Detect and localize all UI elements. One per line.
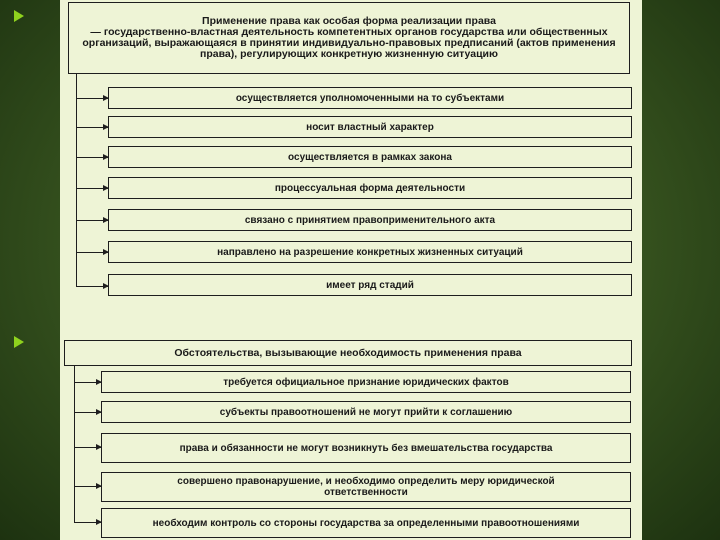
block1-item: направлено на разрешение конкретных жизненных ситуаций <box>108 241 632 263</box>
slide-bullet-top <box>14 10 24 22</box>
slide-bullet-bottom <box>14 336 24 348</box>
block2-header <box>64 340 632 366</box>
block1-arrow <box>76 252 108 253</box>
block2-item: необходим контроль со стороны государства за определенными правоотношениями <box>101 508 631 538</box>
block1-spine <box>76 74 77 287</box>
block2-item: требуется официальное признание юридических фактов <box>101 371 631 393</box>
block1-arrow <box>76 220 108 221</box>
block2-arrow <box>74 412 101 413</box>
block2-item: совершено правонарушение, и необходимо определить меру юридической ответственности <box>101 472 631 502</box>
block1-title: Применение права как особая форма реализации права <box>202 15 496 27</box>
block2-arrow <box>74 522 101 523</box>
block1-arrow <box>76 286 108 287</box>
block1-arrow <box>76 127 108 128</box>
block1-item: процессуальная форма деятельности <box>108 177 632 199</box>
block2-arrow <box>74 382 101 383</box>
block2-spine <box>74 366 75 522</box>
block1-item: осуществляется в рамках закона <box>108 146 632 168</box>
block1-item: связано с принятием правоприменительного акта <box>108 209 632 231</box>
block1-header <box>68 2 630 74</box>
block1-item: осуществляется уполномоченными на то субъектами <box>108 87 632 109</box>
block2-arrow <box>74 486 101 487</box>
block2-item: субъекты правоотношений не могут прийти к соглашению <box>101 401 631 423</box>
block1-arrow <box>76 157 108 158</box>
block2-arrow <box>74 447 101 448</box>
block1-item: носит властный характер <box>108 116 632 138</box>
block1-item: имеет ряд стадий <box>108 274 632 296</box>
block2-title: Обстоятельства, вызывающие необходимость применения права <box>174 346 522 359</box>
block1-arrow <box>76 188 108 189</box>
scanned-page <box>60 0 642 540</box>
block1-definition: — государственно-властная деятельность компетентных органов государства или общественных организаций, выражающаяся в принятии индивидуально-правовых предписаний (актов применения права), регулирующих конкретную жизненную ситуацию <box>82 26 616 60</box>
block2-item: права и обязанности не могут возникнуть без вмешательства государства <box>101 433 631 463</box>
block1-arrow <box>76 98 108 99</box>
